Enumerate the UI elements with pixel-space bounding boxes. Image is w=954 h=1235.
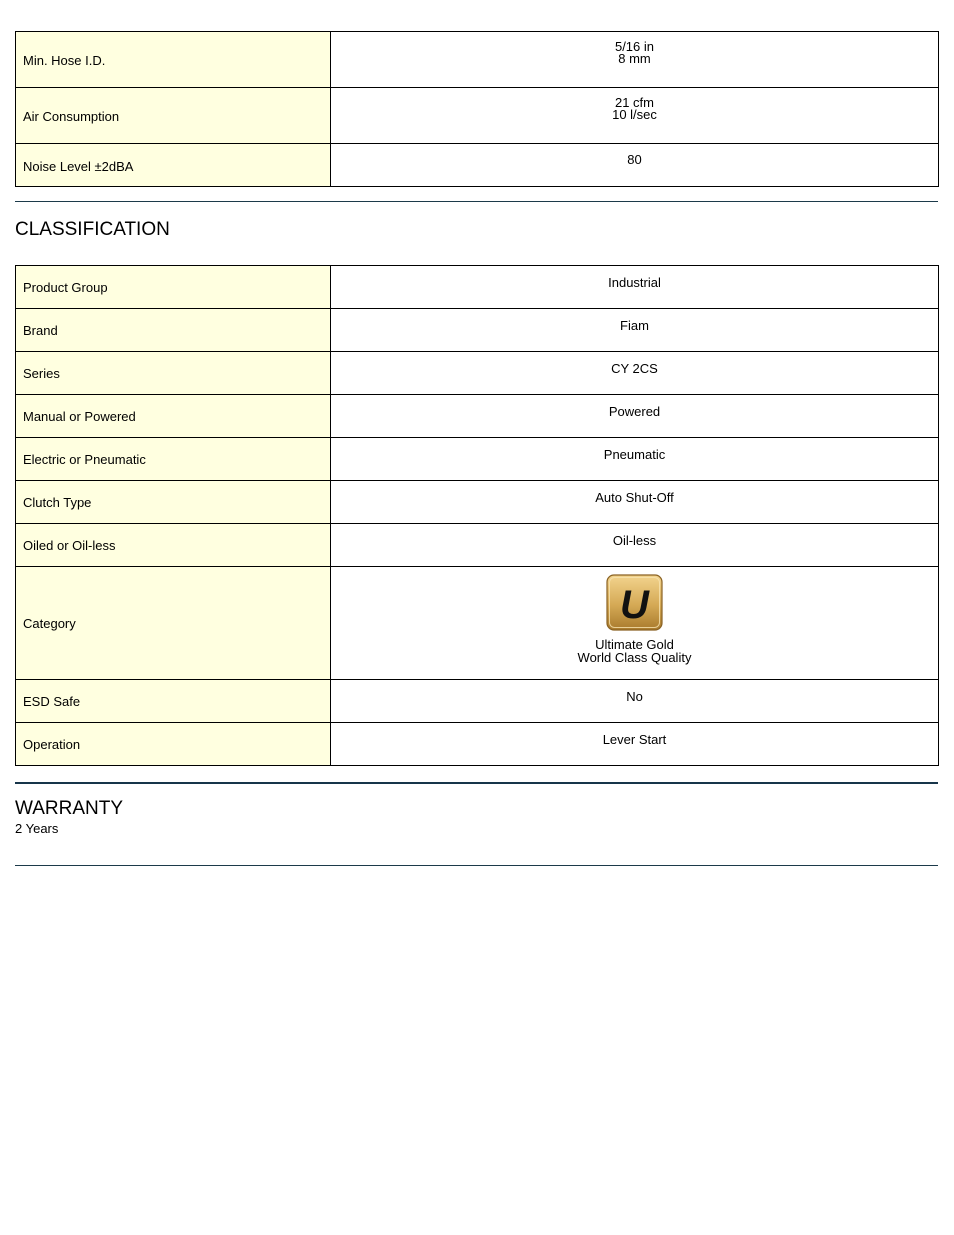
spec-label: Brand <box>16 309 331 352</box>
spec-label: Oiled or Oil-less <box>16 524 331 567</box>
classification-table <box>15 265 939 766</box>
spec-value: Industrial <box>331 266 939 309</box>
spec-value: Auto Shut-Off <box>331 481 939 524</box>
section-divider <box>15 782 938 784</box>
spec-label: Air Consumption <box>16 88 331 144</box>
warranty-title: WARRANTY <box>15 798 124 819</box>
spec-label: Series <box>16 352 331 395</box>
spec-value: Pneumatic <box>331 438 939 481</box>
table-row <box>16 680 939 723</box>
technical-specs-table <box>15 31 939 187</box>
table-row <box>16 352 939 395</box>
ultimate-gold-badge-icon <box>606 574 663 631</box>
spec-value <box>331 32 939 88</box>
table-row <box>16 395 939 438</box>
spec-label: Noise Level ±2dBA <box>16 144 331 187</box>
spec-value-line: 10 l/sec <box>612 107 657 122</box>
spec-label: Product Group <box>16 266 331 309</box>
spec-value-line: 8 mm <box>618 51 651 66</box>
section-divider <box>15 201 938 202</box>
table-row <box>16 266 939 309</box>
spec-value-line: 21 cfm <box>614 95 654 110</box>
spec-label: Manual or Powered <box>16 395 331 438</box>
spec-label: Operation <box>16 723 331 766</box>
badge-letter: U <box>620 583 649 627</box>
spec-value: Oil-less <box>331 524 939 567</box>
spec-value <box>331 88 939 144</box>
spec-value: No <box>331 680 939 723</box>
table-row <box>16 88 939 144</box>
table-row <box>16 481 939 524</box>
table-row <box>16 524 939 567</box>
classification-title: CLASSIFICATION <box>15 219 170 240</box>
spec-label: Min. Hose I.D. <box>16 32 331 88</box>
table-row <box>16 32 939 88</box>
category-value <box>331 567 939 680</box>
spec-value: Fiam <box>331 309 939 352</box>
spec-value: Powered <box>331 395 939 438</box>
spec-value <box>331 144 939 187</box>
spec-value: Lever Start <box>331 723 939 766</box>
spec-label: Electric or Pneumatic <box>16 438 331 481</box>
spec-label: Category <box>16 567 331 680</box>
warranty-value: 2 Years <box>15 821 59 836</box>
spec-value-line: 5/16 in <box>614 39 655 54</box>
table-row <box>16 144 939 187</box>
table-row <box>16 567 939 680</box>
table-row <box>16 309 939 352</box>
spec-label: Clutch Type <box>16 481 331 524</box>
table-row <box>16 438 939 481</box>
category-tagline: World Class Quality <box>577 650 692 665</box>
table-row <box>16 723 939 766</box>
spec-value: CY 2CS <box>331 352 939 395</box>
section-divider <box>15 865 938 866</box>
spec-label: ESD Safe <box>16 680 331 723</box>
category-name: Ultimate Gold <box>595 637 674 652</box>
spec-value-line: 80 <box>627 152 642 167</box>
